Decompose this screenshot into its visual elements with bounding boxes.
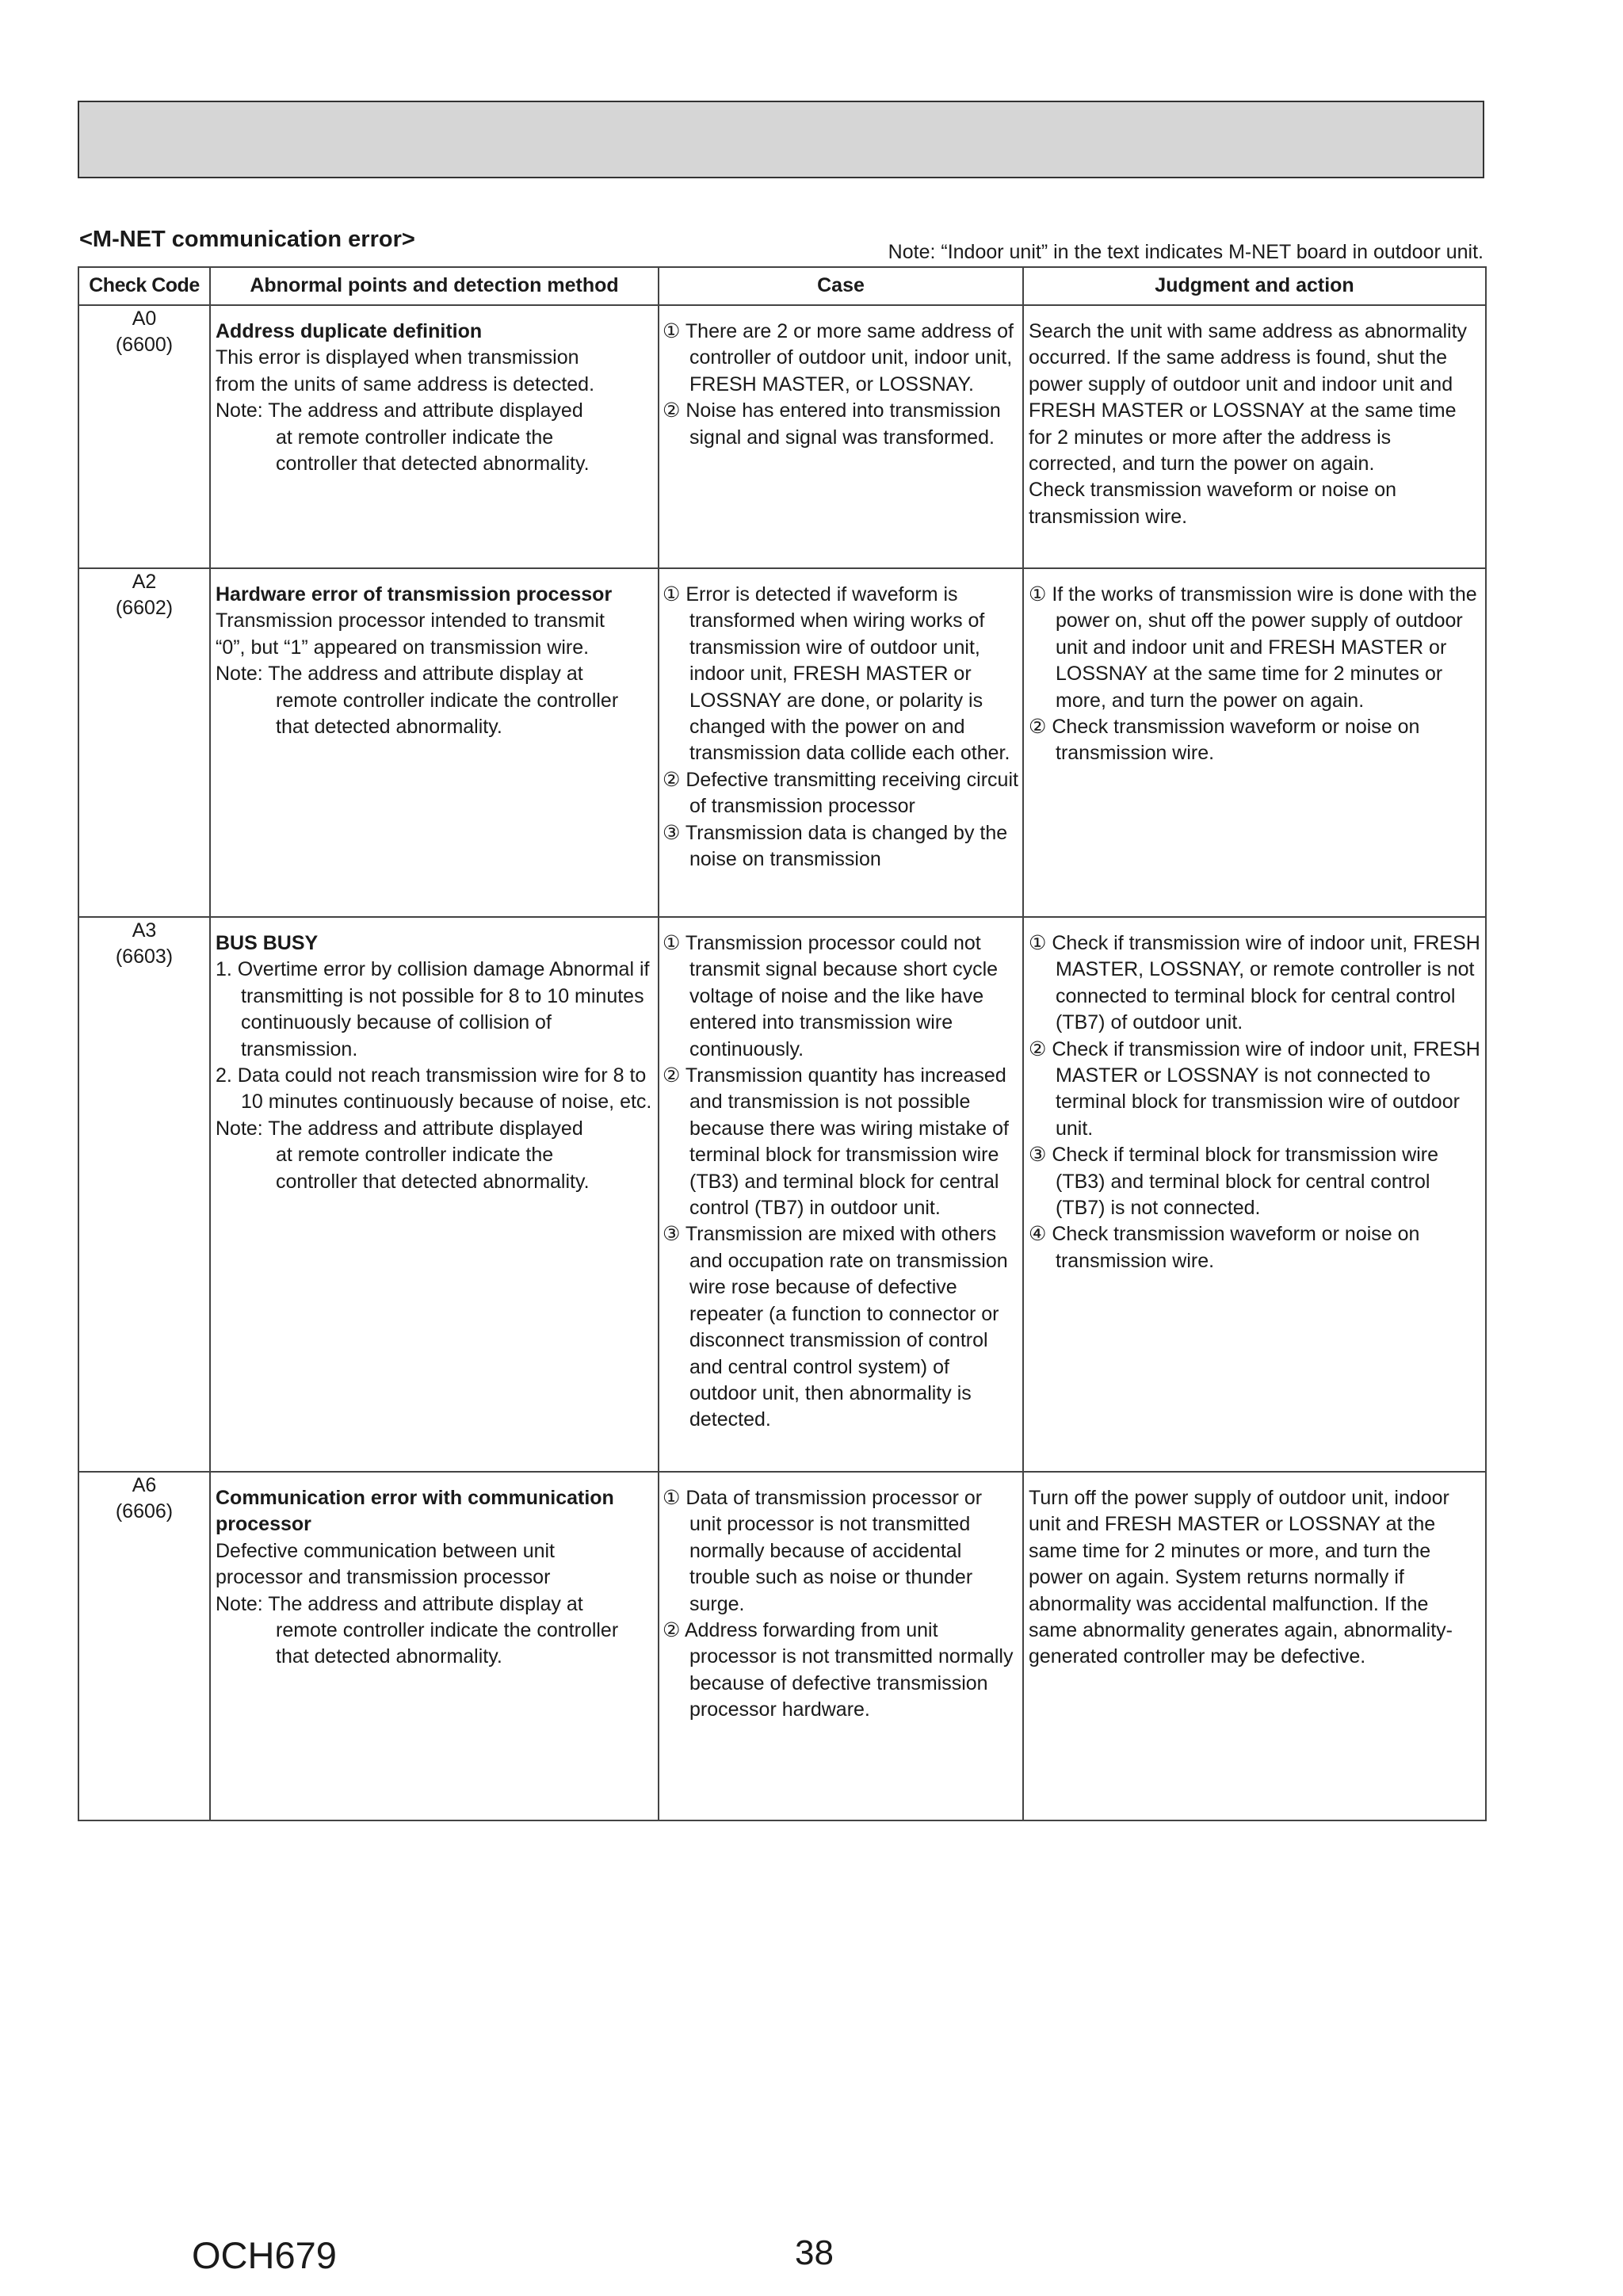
case-cell bbox=[659, 1472, 1023, 1820]
check-code: A3 bbox=[132, 919, 157, 942]
abnormal-cell bbox=[210, 568, 659, 917]
abnormal-line: Defective communication between unit bbox=[216, 1539, 556, 1562]
note-line: at remote controller indicate the bbox=[276, 426, 554, 449]
note-line: that detected abnormality. bbox=[276, 1645, 502, 1668]
judgment-item: ④ Check transmission waveform or noise on transmission wire. bbox=[1029, 1223, 1420, 1272]
table-row-a0 bbox=[78, 305, 1486, 568]
judgment-cell bbox=[1023, 305, 1486, 568]
check-code-cell bbox=[78, 917, 210, 1472]
check-code-cell bbox=[78, 568, 210, 917]
table-row-a3 bbox=[78, 917, 1486, 1472]
case-item: ③ Transmission are mixed with others and occupation rate on transmission wire rose because of defective repeater (a function to connector or disconnect transmission of control and central control system) of outdoor unit, then abnormality is detected. bbox=[663, 1223, 1008, 1431]
judgment-item: Search the unit with same address as abnormality occurred. If the same address is found, shut the power supply of outdoor unit and indoor unit and FRESH MASTER or LOSSNAY at the same time for 2 minutes or more after the address is corrected, and turn the power on again. bbox=[1029, 320, 1468, 476]
header-judgment: Judgment and action bbox=[1023, 267, 1486, 305]
page-number: 38 bbox=[795, 2233, 834, 2272]
note-line: The address and attribute display at bbox=[268, 1592, 583, 1615]
check-subcode: (6606) bbox=[115, 1500, 174, 1523]
abnormal-cell bbox=[210, 1472, 659, 1820]
note-line: The address and attribute display at bbox=[268, 663, 583, 686]
case-item: ② Address forwarding from unit processor is not transmitted normally because of defective transmission processor hardware. bbox=[663, 1619, 1014, 1721]
note-line: controller that detected abnormality. bbox=[276, 1170, 590, 1193]
abnormal-line: Transmission processor intended to transmit bbox=[216, 609, 605, 632]
note-line: that detected abnormality. bbox=[276, 716, 502, 739]
case-item: ③ Transmission data is changed by the noise on transmission bbox=[663, 821, 1008, 871]
header-band bbox=[78, 101, 1484, 178]
abnormal-title: BUS BUSY bbox=[216, 932, 319, 954]
abnormal-title: Communication error with communication processor bbox=[216, 1487, 614, 1536]
case-item: ② Defective transmitting receiving circuit of transmission processor bbox=[663, 768, 1018, 818]
check-subcode: (6600) bbox=[115, 334, 174, 357]
case-cell bbox=[659, 917, 1023, 1472]
case-item: ① There are 2 or more same address of controller of outdoor unit, indoor unit, FRESH MASTER, or LOSSNAY. bbox=[663, 320, 1014, 395]
abnormal-cell bbox=[210, 305, 659, 568]
note-label: Note: bbox=[216, 1592, 263, 1615]
judgment-item: Turn off the power supply of outdoor unit, indoor unit and FRESH MASTER or LOSSNAY at the same time for 2 minutes or more, and turn the power on again. System returns normally if abnormality was accidental malfunction. If the same abnormality generates again, abnormality-generated controller may be defective. bbox=[1029, 1487, 1453, 1668]
table-header-row bbox=[78, 267, 1486, 305]
check-subcode: (6603) bbox=[115, 946, 174, 968]
judgment-cell bbox=[1023, 1472, 1486, 1820]
check-code: A0 bbox=[132, 308, 157, 330]
case-cell bbox=[659, 305, 1023, 568]
judgment-cell bbox=[1023, 917, 1486, 1472]
note-line: remote controller indicate the controller bbox=[276, 689, 619, 712]
abnormal-title: Address duplicate definition bbox=[216, 320, 483, 342]
note-label: Note: bbox=[216, 399, 263, 422]
document-code: OCH679 bbox=[192, 2234, 337, 2276]
judgment-cell bbox=[1023, 568, 1486, 917]
section-title: <M-NET communication error> bbox=[79, 227, 415, 252]
check-code-cell bbox=[78, 1472, 210, 1820]
abnormal-line: “0”, but “1” appeared on transmission wire. bbox=[216, 636, 590, 659]
abnormal-item: 1. Overtime error by collision damage Abnormal if transmitting is not possible for 8 to 10 minutes continuously because of collision of transmission. bbox=[216, 958, 650, 1060]
case-item: ① Transmission processor could not transmit signal because short cycle voltage of noise and the like have entered into transmission wire continuously. bbox=[663, 932, 999, 1060]
abnormal-title: Hardware error of transmission processor bbox=[216, 583, 613, 606]
note-line: The address and attribute displayed bbox=[268, 1117, 583, 1140]
note-line: The address and attribute displayed bbox=[268, 399, 583, 422]
header-abnormal: Abnormal points and detection method bbox=[210, 267, 659, 305]
abnormal-line: from the units of same address is detected. bbox=[216, 372, 595, 395]
judgment-item: ② Check transmission waveform or noise on transmission wire. bbox=[1029, 716, 1420, 765]
abnormal-item: 2. Data could not reach transmission wire for 8 to 10 minutes continuously because of noise, etc. bbox=[216, 1064, 652, 1114]
note-line: remote controller indicate the controller bbox=[276, 1619, 619, 1642]
case-item: ② Noise has entered into transmission signal and signal was transformed. bbox=[663, 399, 1001, 449]
indoor-unit-note: Note: “Indoor unit” in the text indicates M-NET board in outdoor unit. bbox=[888, 241, 1484, 263]
abnormal-line: processor and transmission processor bbox=[216, 1566, 551, 1589]
table-row-a6 bbox=[78, 1472, 1486, 1820]
abnormal-line: This error is displayed when transmission bbox=[216, 346, 579, 369]
judgment-item: Check transmission waveform or noise on transmission wire. bbox=[1029, 479, 1397, 528]
check-subcode: (6602) bbox=[115, 597, 174, 620]
note-label: Note: bbox=[216, 663, 263, 686]
note-line: controller that detected abnormality. bbox=[276, 453, 590, 476]
check-code-cell bbox=[78, 305, 210, 568]
error-table bbox=[78, 266, 1487, 1821]
case-item: ① Data of transmission processor or unit processor is not transmitted normally because of accidental trouble such as noise or thunder surge. bbox=[663, 1487, 983, 1615]
note-line: at remote controller indicate the bbox=[276, 1144, 554, 1167]
judgment-item: ① If the works of transmission wire is done with the power on, shut off the power supply of outdoor unit and indoor unit and FRESH MASTER or LOSSNAY at the same time for 2 minutes or more, and turn the power on again. bbox=[1029, 583, 1477, 712]
judgment-item: ② Check if transmission wire of indoor unit, FRESH MASTER or LOSSNAY is not connected to terminal block for transmission wire of outdoor unit. bbox=[1029, 1037, 1480, 1140]
check-code: A6 bbox=[132, 1474, 157, 1496]
judgment-item: ③ Check if terminal block for transmission wire (TB3) and terminal block for central control (TB7) is not connected. bbox=[1029, 1144, 1439, 1220]
judgment-item: ① Check if transmission wire of indoor unit, FRESH MASTER, LOSSNAY, or remote controller is not connected to terminal block for central control (TB7) of outdoor unit. bbox=[1029, 932, 1480, 1034]
header-case: Case bbox=[659, 267, 1023, 305]
table-row-a2 bbox=[78, 568, 1486, 917]
header-check-code: Check Code bbox=[78, 267, 210, 305]
check-code: A2 bbox=[132, 571, 157, 593]
note-label: Note: bbox=[216, 1117, 263, 1140]
abnormal-cell bbox=[210, 917, 659, 1472]
case-item: ② Transmission quantity has increased and transmission is not possible because there was wiring mistake of terminal block for transmission wire (TB3) and terminal block for central control (TB7) in outdoor unit. bbox=[663, 1064, 1009, 1220]
case-item: ① Error is detected if waveform is transformed when wiring works of transmission wire of outdoor unit, indoor unit, FRESH MASTER or LOSSNAY are done, or polarity is changed with the power on and transmission data collide each other. bbox=[663, 583, 1010, 765]
case-cell bbox=[659, 568, 1023, 917]
